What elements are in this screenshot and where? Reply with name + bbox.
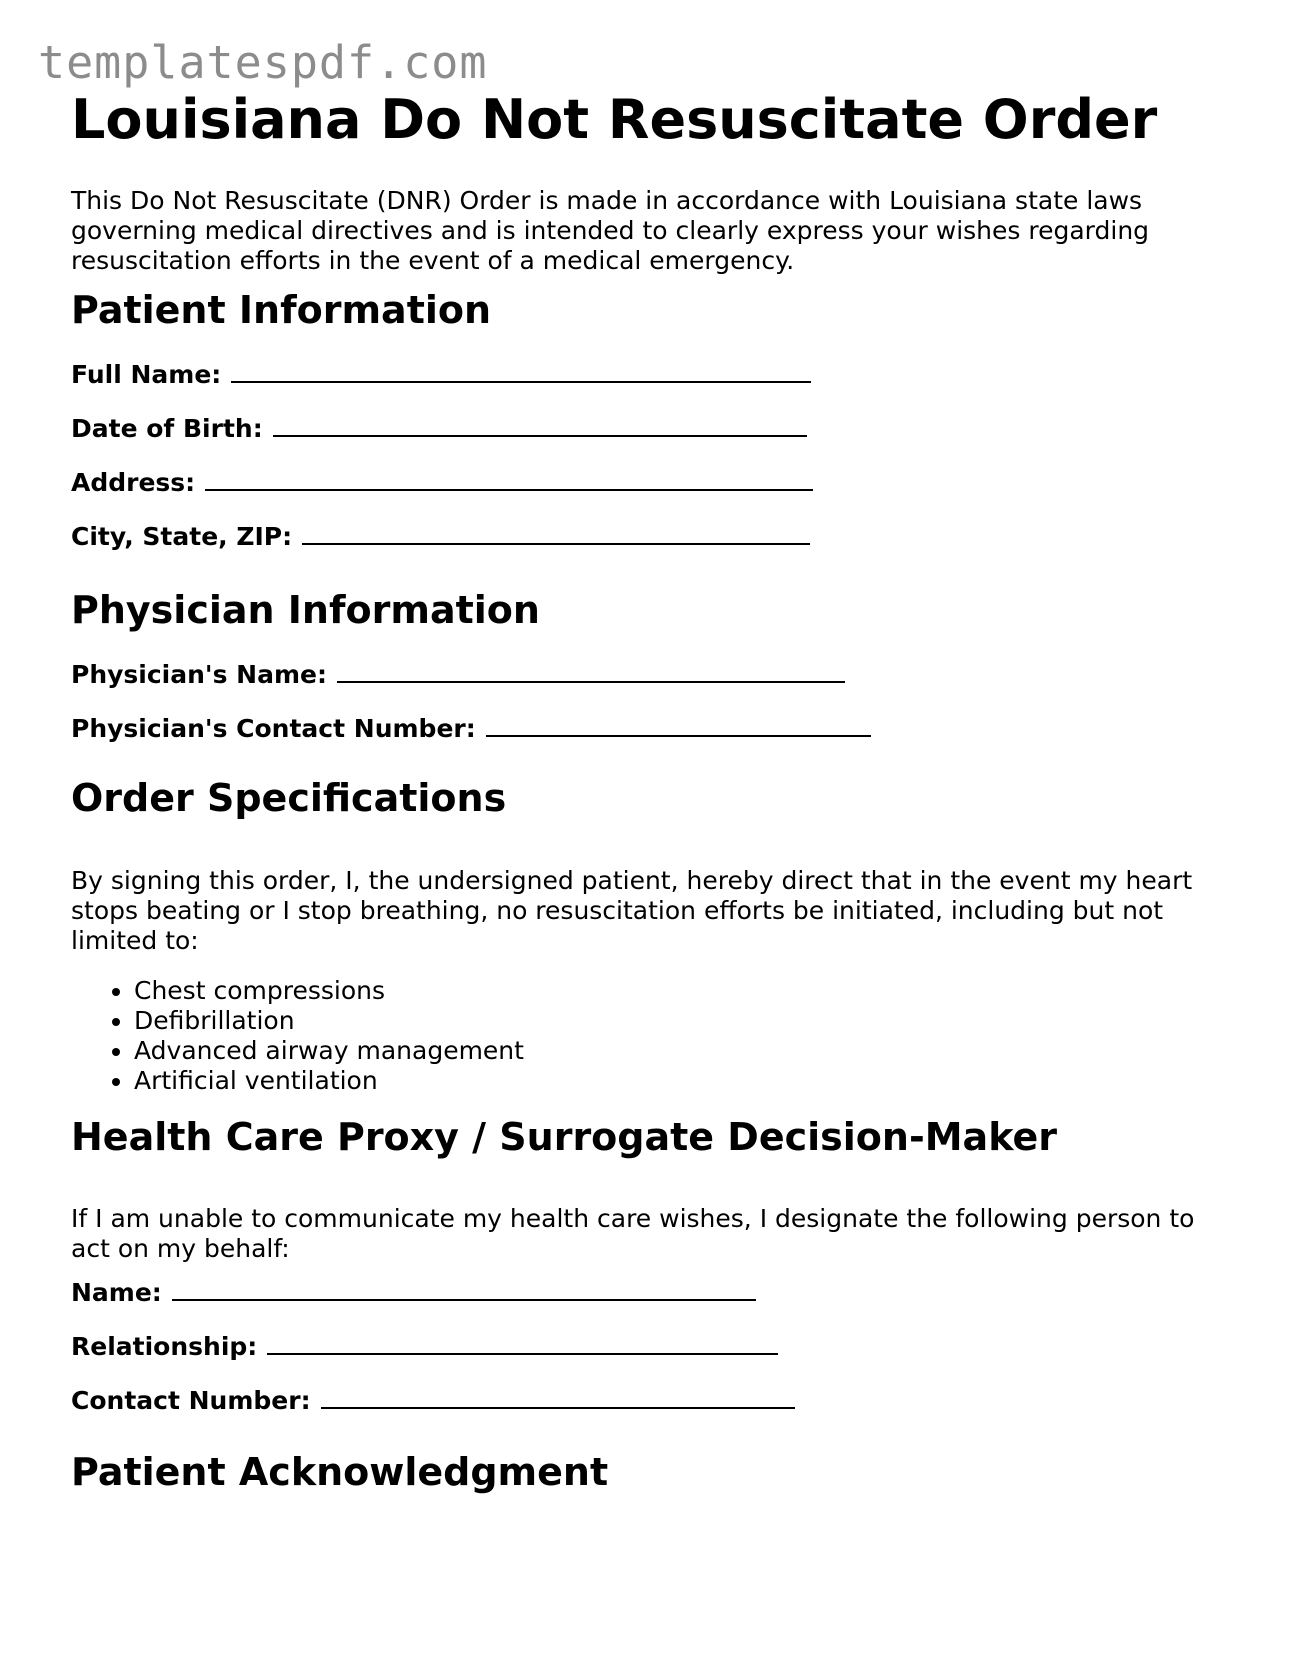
proxy-paragraph: If I am unable to communicate my health care wishes, I designate the following person to act on my behalf: — [71, 1204, 1195, 1263]
dob-label: Date of Birth: — [71, 414, 263, 443]
proxy-contact-label: Contact Number: — [71, 1386, 311, 1415]
physician-name-field[interactable] — [71, 660, 845, 690]
full-name-line[interactable] — [231, 361, 811, 383]
physician-name-line[interactable] — [337, 661, 845, 683]
physician-contact-line[interactable] — [486, 715, 871, 737]
resuscitation-list — [71, 976, 524, 1096]
city-state-zip-field[interactable] — [71, 522, 810, 552]
proxy-relationship-label: Relationship: — [71, 1332, 258, 1361]
intro-paragraph: This Do Not Resuscitate (DNR) Order is made in accordance with Louisiana state laws governing medical directives and is intended to clearly express your wishes regarding resuscitation efforts in the event of a medical emergency. — [71, 186, 1150, 275]
list-item: • Chest compressions — [134, 976, 524, 1006]
dob-field[interactable] — [71, 414, 807, 444]
full-name-field[interactable] — [71, 360, 811, 390]
physician-contact-label: Physician's Contact Number: — [71, 714, 476, 743]
acknowledgment-heading: Patient Acknowledgment — [71, 1450, 609, 1494]
list-item: • Defibrillation — [134, 1006, 524, 1036]
order-specs-paragraph: By signing this order, I, the undersigned patient, hereby direct that in the event my heart stops beating or I stop breathing, no resuscitation efforts be initiated, including but not limited to: — [71, 866, 1193, 955]
list-item: • Artificial ventilation — [134, 1066, 524, 1096]
proxy-contact-field[interactable] — [71, 1386, 795, 1416]
proxy-name-field[interactable] — [71, 1278, 756, 1308]
address-label: Address: — [71, 468, 196, 497]
proxy-relationship-line[interactable] — [267, 1333, 778, 1355]
city-state-zip-line[interactable] — [302, 523, 810, 545]
list-item: • Advanced airway management — [134, 1036, 524, 1066]
physician-info-heading: Physician Information — [71, 588, 540, 632]
city-state-zip-label: City, State, ZIP: — [71, 522, 293, 551]
proxy-relationship-field[interactable] — [71, 1332, 778, 1362]
document-title: Louisiana Do Not Resuscitate Order — [71, 88, 1158, 151]
order-specs-heading: Order Specifications — [71, 776, 507, 820]
patient-info-heading: Patient Information — [71, 288, 492, 332]
address-field[interactable] — [71, 468, 813, 498]
dob-line[interactable] — [273, 415, 807, 437]
proxy-contact-line[interactable] — [321, 1387, 795, 1409]
proxy-name-line[interactable] — [172, 1279, 756, 1301]
watermark: templatespdf.com — [38, 36, 488, 89]
address-line[interactable] — [205, 469, 813, 491]
physician-contact-field[interactable] — [71, 714, 871, 744]
physician-name-label: Physician's Name: — [71, 660, 327, 689]
full-name-label: Full Name: — [71, 360, 222, 389]
proxy-heading: Health Care Proxy / Surrogate Decision-Maker — [71, 1115, 1057, 1159]
proxy-name-label: Name: — [71, 1278, 162, 1307]
